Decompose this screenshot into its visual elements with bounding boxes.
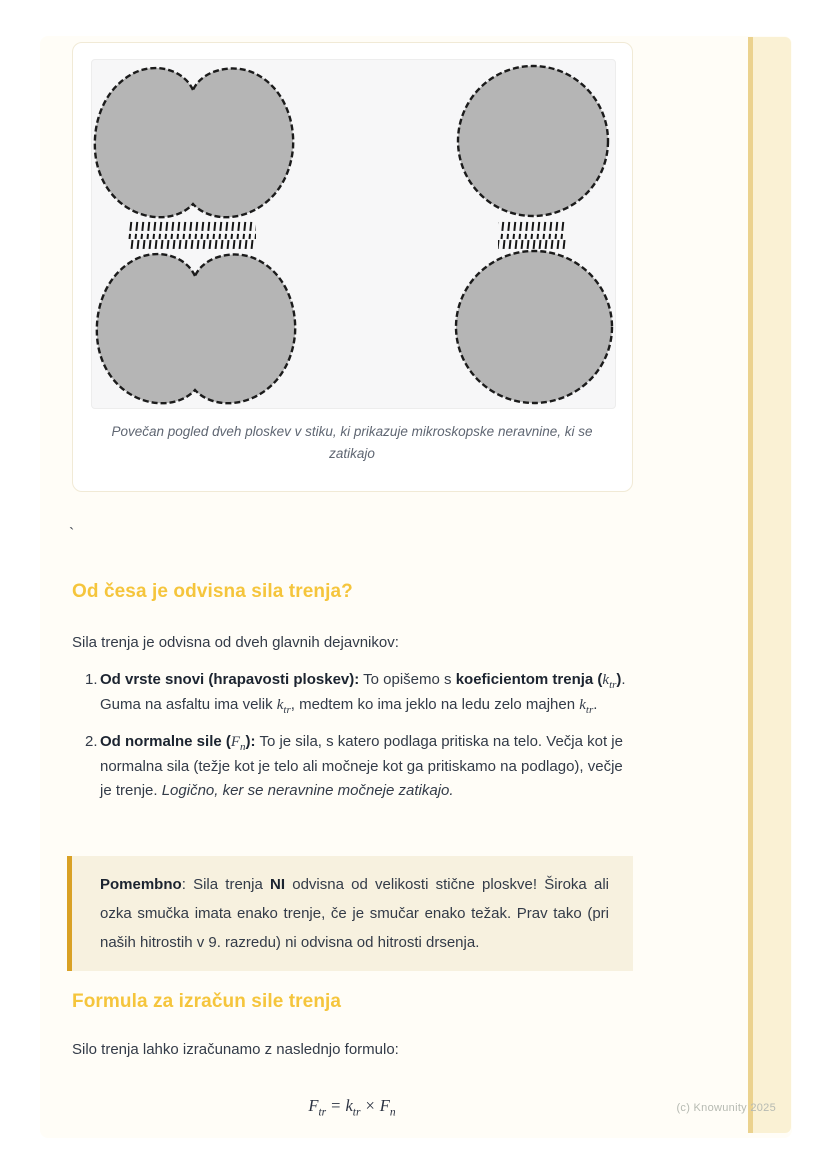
callout-label: Pomembno (100, 876, 182, 893)
stray-backtick: ` (69, 526, 75, 543)
plain-text: . Guma na asfaltu ima velik (100, 671, 626, 713)
plain-text: To opišemo s (359, 671, 456, 688)
bold-text: NI (270, 876, 286, 893)
math-fn: $F_n$ (230, 734, 246, 753)
friction-surfaces-illustration (91, 59, 616, 409)
formula-var: F (308, 1096, 319, 1115)
section-heading-dependence: Od česa je odvisna sila trenja? (72, 581, 353, 602)
right-gold-bar (748, 37, 753, 1133)
times-sign: × (365, 1096, 375, 1115)
list-item-text (100, 730, 634, 804)
list-item (72, 730, 634, 804)
math-ktr: $k_{tr}$ (579, 696, 594, 716)
top-left-blob (95, 68, 293, 217)
friction-surfaces-svg (92, 60, 615, 408)
equals-sign: = (331, 1096, 341, 1115)
math-ktr: $k_{tr}$ (276, 696, 291, 716)
italic-text: Logično, ker se neravnine močneje zatikajo. (161, 782, 454, 799)
section-heading-formula: Formula za izračun sile trenja (72, 991, 342, 1012)
plain-text: . (593, 695, 598, 713)
important-callout (67, 856, 633, 971)
intro-paragraph-formula: Silo trenja lahko izračunamo z naslednjo formulo: (72, 1041, 399, 1058)
formula-sub: n (389, 1106, 396, 1119)
list-item-text (100, 668, 634, 717)
formula-sub: tr (318, 1106, 327, 1119)
formula-var: k (345, 1096, 353, 1115)
formula-var: F (379, 1096, 390, 1115)
formula-sub: tr (352, 1106, 361, 1119)
figure-caption: Povečan pogled dveh ploskev v stiku, ki prikazuje mikroskopske neravnine, ki se zatikajo (111, 424, 593, 461)
bold-text: koeficientom trenja ( (455, 671, 603, 688)
plain-text: To je sila, s katero podlaga pritiska na telo. Večja kot je normalna sila (težje kot je telo ali močneje kot ga pritiskamo na podlago), večje je trenje. (100, 733, 623, 799)
bottom-right-circle (456, 251, 612, 403)
list-item (72, 668, 634, 717)
intro-paragraph-dependence: Sila trenja je odvisna od dveh glavnih dejavnikov: (72, 634, 399, 651)
bottom-left-blob (97, 254, 295, 403)
left-hatching (128, 220, 256, 250)
bold-text: Od vrste snovi (hrapavosti ploskev): (100, 671, 360, 688)
plain-text: : Sila trenja (181, 876, 271, 893)
list-item-number: 1. (85, 671, 98, 688)
friction-formula (72, 1096, 632, 1118)
list-item-number: 2. (85, 733, 98, 750)
plain-text: odvisna od velikosti stične ploskve! Široka ali ozka smučka imata enako trenje, če je smučar enako težak. Prav tako (pri naših hitrostih v 9. razredu) ni odvisna od hitrosti drsenja. (100, 876, 609, 951)
bold-text: Od normalne sile ( (100, 733, 231, 750)
right-hatching (498, 220, 566, 250)
top-right-circle (458, 66, 608, 216)
right-cream-strip (753, 37, 791, 1133)
factors-list (72, 668, 634, 817)
plain-text: , medtem ko ima jeklo na ledu zelo majhen (290, 695, 580, 713)
math-ktr: $k_{tr}$ (602, 672, 617, 691)
copyright-watermark: (c) Knowunity 2025 (676, 1102, 776, 1114)
figure-card (72, 42, 633, 492)
bold-text: ) (616, 671, 622, 688)
bold-text: ): (245, 733, 256, 750)
